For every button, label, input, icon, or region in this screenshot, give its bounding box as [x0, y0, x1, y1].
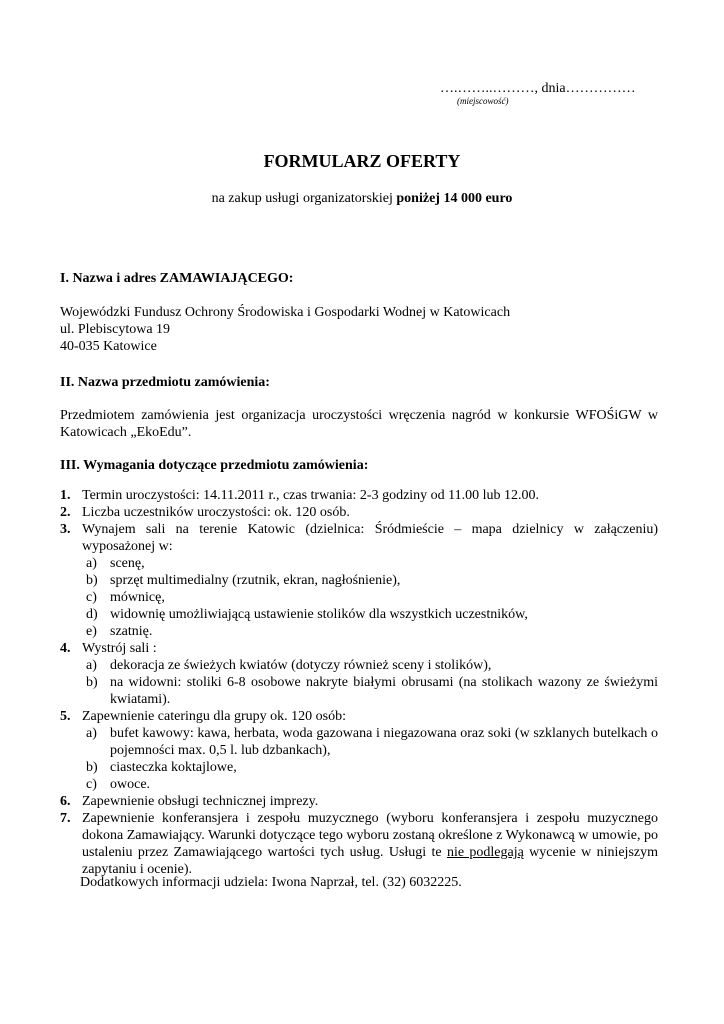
list-item	[60, 708, 658, 725]
sub-text: owoce.	[110, 777, 151, 792]
section2-heading: II. Nazwa przedmiotu zamówienia:	[60, 375, 270, 390]
requirements-list	[60, 487, 658, 878]
sub-text: ciasteczka koktajlowe,	[110, 760, 237, 775]
address-line: 40-035 Katowice	[60, 339, 157, 354]
document-subtitle	[0, 190, 724, 207]
item-number: 3.	[60, 522, 71, 537]
sub-letter: b)	[86, 675, 98, 690]
place-note: (miejscowość)	[457, 96, 509, 106]
item-text: Wystrój sali :	[82, 641, 157, 656]
subtitle-bold: poniżej 14 000 euro	[396, 191, 513, 206]
address-line: ul. Plebiscytowa 19	[60, 322, 171, 337]
sub-item	[86, 674, 658, 708]
list-item	[60, 640, 658, 657]
item-number: 2.	[60, 505, 71, 520]
section3-heading: III. Wymagania dotyczące przedmiotu zamówienia:	[60, 458, 369, 473]
sub-letter: e)	[86, 624, 97, 639]
sub-item	[86, 589, 658, 606]
sub-text: szatnię.	[110, 624, 153, 639]
place-date-line: ….……..………, dnia……………	[440, 81, 636, 96]
item-text-after: wycenie w niniejszym zapytaniu i ocenie).	[82, 845, 658, 877]
item-text-underlined: nie podlegają	[446, 845, 524, 860]
sub-text: widownię umożliwiającą ustawienie stolików dla wszystkich uczestników,	[110, 607, 528, 622]
sub-letter: a)	[86, 658, 97, 673]
item-number: 4.	[60, 641, 71, 656]
subtitle-prefix: na zakup usługi organizatorskiej	[211, 191, 397, 206]
item-text: Zapewnienie obsługi technicznej imprezy.	[82, 794, 319, 809]
item4-sublist	[60, 657, 658, 708]
item5-sublist	[60, 725, 658, 793]
address-line: Wojewódzki Fundusz Ochrony Środowiska i Gospodarki Wodnej w Katowicach	[60, 305, 511, 320]
sub-letter: c)	[86, 590, 97, 605]
sub-item	[86, 759, 658, 776]
sub-item	[86, 657, 658, 674]
item-text: Termin uroczystości: 14.11.2011 r., czas trwania: 2-3 godziny od 11.00 lub 12.00.	[82, 488, 540, 503]
item3-sublist	[60, 555, 658, 640]
sub-text: mównicę,	[110, 590, 165, 605]
sub-item	[86, 725, 658, 759]
item-text: Zapewnienie cateringu dla grupy ok. 120 osób:	[82, 709, 346, 724]
section1-heading: I. Nazwa i adres ZAMAWIAJĄCEGO:	[60, 271, 294, 286]
item-text: Liczba uczestników uroczystości: ok. 120 osób.	[82, 505, 350, 520]
item-number: 1.	[60, 488, 71, 503]
list-item	[60, 810, 658, 878]
sub-item	[86, 555, 658, 572]
list-item	[60, 793, 658, 810]
document-title: FORMULARZ OFERTY	[263, 151, 461, 171]
sub-letter: a)	[86, 726, 97, 741]
list-item	[60, 487, 658, 504]
sub-item	[86, 776, 658, 793]
sub-item	[86, 623, 658, 640]
list-item	[60, 504, 658, 521]
sub-text: sprzęt multimedialny (rzutnik, ekran, nagłośnienie),	[110, 573, 401, 588]
sub-letter: d)	[86, 607, 98, 622]
sub-letter: c)	[86, 777, 97, 792]
item-number: 7.	[60, 811, 71, 826]
section2-text: Przedmiotem zamówienia jest organizacja uroczystości wręczenia nagród w konkursie WFOŚiGW w Katowicach „EkoEdu”.	[60, 408, 658, 440]
sub-text: na widowni: stoliki 6-8 osobowe nakryte białymi obrusami (na stolikach wazony ze świeżymi kwiatami).	[110, 675, 658, 707]
sub-item	[86, 606, 658, 623]
sub-text: scenę,	[110, 556, 145, 571]
sub-letter: b)	[86, 573, 98, 588]
item-text: Wynajem sali na terenie Katowic (dzielnica: Śródmieście – mapa dzielnicy w załączeniu) wyposażonej w:	[82, 522, 658, 554]
list-item	[60, 521, 658, 555]
sub-text: dekoracja ze świeżych kwiatów (dotyczy również sceny i stolików),	[110, 658, 492, 673]
item-text-before: Zapewnienie konferansjera i zespołu muzycznego (wyboru konferansjera i zespołu muzycznego dokona Zamawiający. Warunki dotyczące tego wyboru zostaną określone z Wykonawcą w umowie, po ustaleniu przez Zamawiającego wartości tych usług. Usługi te	[82, 811, 658, 860]
item-number: 5.	[60, 709, 71, 724]
sub-text: bufet kawowy: kawa, herbata, woda gazowana i niegazowana oraz soki (w szklanych butelkach o pojemności max. 0,5 l. lub dzbankach),	[110, 726, 658, 758]
item-number: 6.	[60, 794, 71, 809]
section1-address	[60, 304, 658, 355]
contact-info: Dodatkowych informacji udziela: Iwona Naprzał, tel. (32) 6032225.	[80, 875, 462, 890]
sub-letter: b)	[86, 760, 98, 775]
sub-item	[86, 572, 658, 589]
sub-letter: a)	[86, 556, 97, 571]
